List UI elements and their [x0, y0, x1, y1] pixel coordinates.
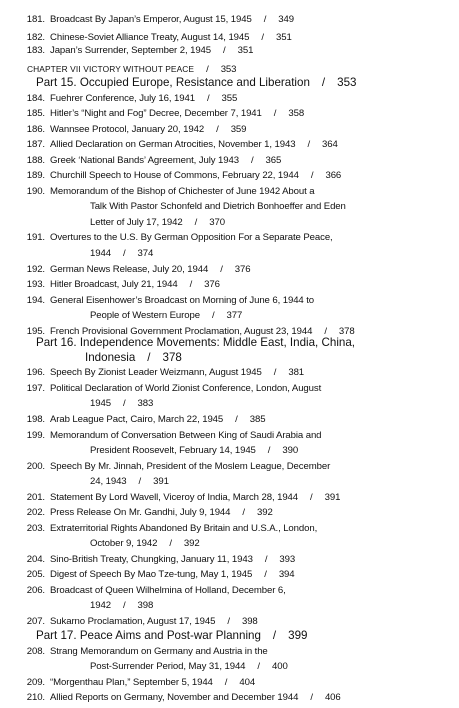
toc-entry-continuation	[90, 476, 169, 488]
page-number: 392	[183, 538, 200, 549]
part-title: Part 16. Independence Movements: Middle East, India, China,	[36, 336, 356, 349]
toc-entry	[15, 616, 258, 628]
page-separator: /	[264, 554, 268, 565]
page-number: 381	[288, 367, 305, 378]
entry-number: 182.	[26, 32, 45, 43]
page-separator: /	[220, 264, 223, 275]
page-number: 398	[241, 616, 258, 627]
entry-title: Hitler Broadcast, July 21, 1944	[50, 279, 178, 290]
page-separator: /	[321, 76, 326, 89]
toc-entry	[15, 155, 281, 167]
entry-number: 206.	[26, 585, 45, 596]
toc-entry	[15, 232, 333, 244]
toc-entry-continuation	[90, 661, 288, 673]
page-number: 355	[221, 93, 238, 104]
toc-entry-continuation	[90, 248, 153, 260]
entry-title: Broadcast of Queen Wilhelmina of Holland, December 6,	[50, 585, 286, 596]
entry-number: 183.	[26, 45, 45, 56]
entry-number: 186.	[26, 124, 45, 135]
page-separator: /	[211, 310, 215, 321]
page-separator: /	[267, 445, 271, 456]
toc-entry	[15, 554, 295, 566]
entry-number: 196.	[26, 367, 45, 378]
entry-title: German News Release, July 20, 1944	[50, 264, 209, 275]
page-number: 364	[322, 139, 338, 150]
page-number: 392	[257, 507, 273, 518]
toc-entry	[15, 32, 292, 44]
toc-entry-continuation	[90, 445, 298, 457]
part-title: Indonesia	[85, 351, 136, 364]
page-separator: /	[310, 170, 314, 181]
entry-title: President Roosevelt, February 14, 1945	[90, 445, 256, 456]
page-separator: /	[310, 692, 313, 703]
entry-number: 210.	[26, 692, 45, 703]
toc-entry-continuation	[90, 201, 346, 213]
page-separator: /	[206, 93, 210, 104]
toc-entry	[15, 108, 304, 120]
toc-entry	[15, 585, 286, 597]
entry-number: 199.	[26, 430, 45, 441]
toc-entry	[15, 692, 341, 704]
page-number: 398	[137, 600, 154, 611]
page-separator: /	[307, 139, 311, 150]
entry-number: 197.	[26, 383, 45, 394]
toc-entry	[15, 264, 250, 276]
toc-entry-continuation	[90, 600, 153, 612]
page-separator: /	[122, 600, 126, 611]
page-number: 378	[338, 326, 355, 337]
entry-number: 201.	[26, 492, 45, 503]
entry-number: 181.	[26, 14, 45, 25]
page-separator: /	[261, 32, 264, 43]
entry-title: 1944	[90, 248, 111, 259]
entry-number: 184.	[26, 93, 45, 104]
entry-number: 187.	[26, 139, 45, 150]
page-separator: /	[122, 398, 126, 409]
page-separator: /	[273, 108, 277, 119]
part-title: Part 15. Occupied Europe, Resistance and Liberation	[36, 76, 310, 89]
page-separator: /	[169, 538, 172, 549]
part-heading	[36, 630, 308, 642]
entry-title: 1942	[90, 600, 111, 611]
entry-title: Wannsee Protocol, January 20, 1942	[50, 124, 205, 135]
page-separator: /	[216, 124, 219, 135]
page-separator: /	[324, 326, 327, 337]
entry-title: Hitler’s “Night and Fog” Decree, December 7, 1941	[50, 108, 262, 119]
page-number: 391	[153, 476, 169, 487]
toc-entry	[15, 139, 338, 151]
entry-title: Churchill Speech to House of Commons, February 22, 1944	[50, 170, 299, 181]
entry-title: “Morgenthau Plan,” September 5, 1944	[50, 677, 213, 688]
toc-entry	[15, 279, 220, 291]
toc-entry	[15, 170, 341, 182]
page-number: 376	[234, 264, 251, 275]
entry-title: Sino-British Treaty, Chungking, January 11, 1943	[50, 554, 253, 565]
toc-entry-continuation	[90, 538, 200, 550]
entry-number: 188.	[26, 155, 45, 166]
entry-title: Statement By Lord Wavell, Viceroy of India, March 28, 1944	[50, 492, 299, 503]
entry-title: 1945	[90, 398, 111, 409]
entry-title: Arab League Pact, Cairo, March 22, 1945	[50, 414, 224, 425]
entry-number: 185.	[26, 108, 45, 119]
page-separator: /	[189, 279, 193, 290]
page-separator: /	[273, 367, 277, 378]
page-separator: /	[264, 569, 267, 580]
toc-entry	[15, 414, 265, 426]
entry-number: 200.	[26, 461, 45, 472]
page-number: 406	[324, 692, 341, 703]
chapter-label: CHAPTER VII	[27, 64, 81, 74]
entry-title: Political Declaration of World Zionist Conference, London, August	[50, 383, 322, 394]
part-heading-continuation	[85, 352, 182, 364]
entry-title: Allied Reports on Germany, November and December 1944	[50, 692, 299, 703]
page-separator: /	[223, 45, 226, 56]
entry-title: Memorandum of the Bishop of Chichester of June 1942 About a	[50, 186, 315, 197]
page-number: 399	[288, 629, 308, 642]
toc-entry	[15, 383, 321, 395]
page-number: 351	[237, 45, 254, 56]
page-separator: /	[263, 14, 267, 25]
toc-entry-continuation	[90, 310, 242, 322]
entry-title: People of Western Europe	[90, 310, 200, 321]
page-separator: /	[122, 248, 126, 259]
page-separator: /	[235, 414, 238, 425]
entry-title: Sukarno Proclamation, August 17, 1945	[50, 616, 216, 627]
entry-title: Talk With Pastor Schonfeld and Dietrich Bonhoeffer and Eden	[90, 201, 346, 212]
entry-title: Post-Surrender Period, May 31, 1944	[90, 661, 246, 672]
part-title: Part 17. Peace Aims and Post-war Planning	[36, 629, 261, 642]
entry-title: Fuehrer Conference, July 16, 1941	[50, 93, 195, 104]
page-number: 377	[226, 310, 243, 321]
toc-entry	[15, 523, 317, 535]
entry-title: Extraterritorial Rights Abandoned By Britain and U.S.A., London,	[50, 523, 318, 534]
entry-number: 198.	[26, 414, 45, 425]
chapter-heading	[27, 63, 236, 76]
toc-entry	[15, 124, 246, 136]
entry-title: Letter of July 17, 1942	[90, 217, 183, 228]
page-number: 366	[325, 170, 342, 181]
entry-number: 204.	[26, 554, 45, 565]
entry-title: Memorandum of Conversation Between King of Saudi Arabia and	[50, 430, 322, 441]
page-number: 391	[324, 492, 341, 503]
entry-number: 208.	[26, 646, 45, 657]
page-number: 376	[204, 279, 220, 290]
page-number: 378	[162, 351, 182, 364]
page-separator: /	[272, 629, 277, 642]
toc-entry	[15, 45, 253, 57]
entry-number: 207.	[26, 616, 45, 627]
page-number: 365	[265, 155, 282, 166]
toc-entry	[15, 677, 255, 689]
chapter-title: VICTORY WITHOUT PEACE	[83, 64, 195, 74]
entry-title: Digest of Speech By Mao Tze-tung, May 1, 1945	[50, 569, 253, 580]
page-number: 404	[239, 677, 256, 688]
entry-number: 192.	[26, 264, 45, 275]
part-heading	[36, 77, 357, 89]
toc-entry	[15, 430, 321, 442]
page-number: 394	[278, 569, 295, 580]
entry-title: Overtures to the U.S. By German Opposition For a Separate Peace,	[50, 232, 333, 243]
toc-entry	[15, 186, 315, 198]
entry-title: Japan’s Surrender, September 2, 1945	[50, 45, 212, 56]
page-number: 359	[230, 124, 247, 135]
entry-title: Allied Declaration on German Atrocities, November 1, 1943	[50, 139, 296, 150]
entry-number: 189.	[26, 170, 45, 181]
toc-entry-continuation	[90, 398, 153, 410]
toc-entry	[15, 367, 304, 379]
entry-title: October 9, 1942	[90, 538, 158, 549]
toc-entry	[15, 14, 294, 26]
toc-entry	[15, 646, 268, 658]
page-number: 349	[278, 14, 295, 25]
toc-entry	[15, 461, 330, 473]
page-number: 390	[282, 445, 299, 456]
part-heading	[36, 337, 355, 349]
page-separator: /	[250, 155, 254, 166]
page-number: 370	[209, 217, 225, 228]
entry-title: Speech By Zionist Leader Weizmann, August 1945	[50, 367, 262, 378]
entry-number: 190.	[26, 186, 45, 197]
toc-entry	[15, 507, 273, 519]
toc-entry	[15, 93, 237, 105]
toc-entry	[15, 295, 314, 307]
entry-title: Greek ‘National Bands’ Agreement, July 1943	[50, 155, 239, 166]
page-number: 353	[220, 64, 237, 75]
page-number: 385	[249, 414, 266, 425]
entry-number: 209.	[26, 677, 45, 688]
page-number: 400	[272, 661, 288, 672]
entry-title: Speech By Mr. Jinnah, President of the Moslem League, December	[50, 461, 331, 472]
page-separator: /	[147, 351, 151, 364]
page-number: 353	[337, 76, 357, 89]
page-number: 374	[137, 248, 154, 259]
toc-entry	[15, 492, 340, 504]
page-separator: /	[227, 616, 230, 627]
entry-number: 202.	[26, 507, 45, 518]
entry-title: Press Release On Mr. Gandhi, July 9, 1944	[50, 507, 231, 518]
entry-title: 24, 1943	[90, 476, 127, 487]
page-number: 393	[279, 554, 296, 565]
page-separator: /	[242, 507, 245, 518]
toc-entry	[15, 569, 295, 581]
page-separator: /	[224, 677, 228, 688]
page-number: 383	[137, 398, 154, 409]
entry-title: French Provisional Government Proclamation, August 23, 1944	[50, 326, 313, 337]
page-separator: /	[194, 217, 198, 228]
entry-title: Strang Memorandum on Germany and Austria in the	[50, 646, 268, 657]
page-separator: /	[257, 661, 260, 672]
page-number: 351	[275, 32, 292, 43]
entry-number: 205.	[26, 569, 45, 580]
entry-number: 193.	[26, 279, 45, 290]
toc-entry-continuation	[90, 217, 225, 229]
entry-title: Chinese-Soviet Alliance Treaty, August 14, 1945	[50, 32, 250, 43]
entry-number: 194.	[26, 295, 45, 306]
entry-title: Broadcast By Japan’s Emperor, August 15, 1945	[50, 14, 252, 25]
entry-title: General Eisenhower’s Broadcast on Morning of June 6, 1944 to	[50, 295, 315, 306]
entry-number: 195.	[26, 326, 45, 337]
page-separator: /	[206, 64, 209, 75]
entry-number: 191.	[26, 232, 45, 243]
page-separator: /	[310, 492, 313, 503]
entry-number: 203.	[26, 523, 45, 534]
page-separator: /	[138, 476, 142, 487]
page-number: 358	[288, 108, 305, 119]
